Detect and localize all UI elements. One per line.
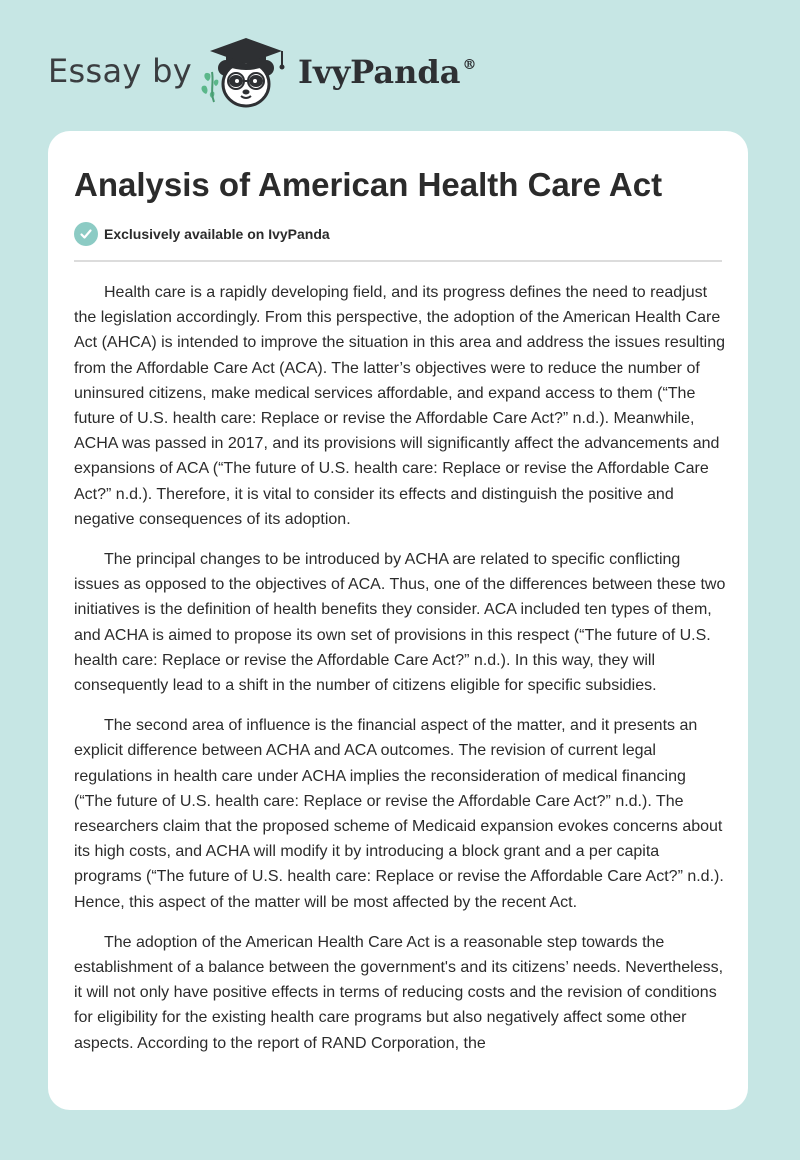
panda-graduate-icon[interactable] [196, 34, 296, 110]
essay-card [48, 131, 748, 1110]
essay-body [74, 280, 726, 1071]
registered-mark: ® [462, 57, 477, 73]
title-divider [74, 260, 722, 262]
essay-paragraph: The principal changes to be introduced by ACHA are related to specific conflicting issues as opposed to the objectives of ACA. Thus, one of the differences between these two initiatives is the definition of health benefits they consider. ACA included ten types of them, and ACHA is aimed to propose its own set of provisions in this respect (“The future of U.S. health care: Replace or revise the Affordable Care Act?” n.d.). In this way, they will consequently lead to a shift in the number of citizens eligible for specific subsidies. [74, 551, 726, 695]
check-icon [74, 222, 98, 246]
essay-paragraph: The second area of influence is the financial aspect of the matter, and it presents an explicit difference between ACHA and ACA outcomes. The revision of current legal regulations in health care under ACHA implies the reconsideration of medical financing (“The future of U.S. health care: Replace or revise the Affordable Care Act?” n.d.). The researchers claim that the proposed scheme of Medicaid expansion evokes concerns about its high costs, and ACHA will modify it by introducing a block grant and a per capita programs (“The future of U.S. health care: Replace or revise the Affordable Care Act?” n.d.). Hence, this aspect of the matter will be most affected by the recent Act. [74, 717, 724, 911]
brand-name-text: IvyPanda [298, 53, 461, 91]
site-header [0, 0, 800, 130]
exclusive-label: Exclusively available on IvyPanda [104, 226, 330, 242]
essay-paragraph: The adoption of the American Health Care Act is a reasonable step towards the establishment of a balance between the government's and its citizens’ needs. Nevertheless, it will not only have positive effects in terms of reducing costs and the revision of conditions for eligibility for the existing health care programs but also negatively affect some other aspects. According to the report of RAND Corporation, the [74, 933, 724, 1052]
essay-paragraph: Health care is a rapidly developing field, and its progress defines the need to readjust the legislation accordingly. From this perspective, the adoption of the American Health Care Act (AHCA) is intended to improve the situation in this area and address the issues resulting from the Affordable Care Act (ACA). The latter’s objectives were to reduce the number of uninsured citizens, make medical services affordable, and expand access to them (“The future of U.S. health care: Replace or revise the Affordable Care Act?” n.d.). Meanwhile, ACHA was passed in 2017, and its provisions will significantly affect the advancements and expansions of ACA (“The future of U.S. health care: Replace or revise the Affordable Care Act?” n.d.). Therefore, it is vital to consider its effects and distinguish the positive and negative consequences of its adoption. [74, 284, 725, 528]
brand-name[interactable] [298, 53, 476, 91]
exclusive-badge [74, 222, 330, 246]
page-title: Analysis of American Health Care Act [74, 166, 663, 203]
essay-by-label: Essay by [48, 52, 192, 90]
